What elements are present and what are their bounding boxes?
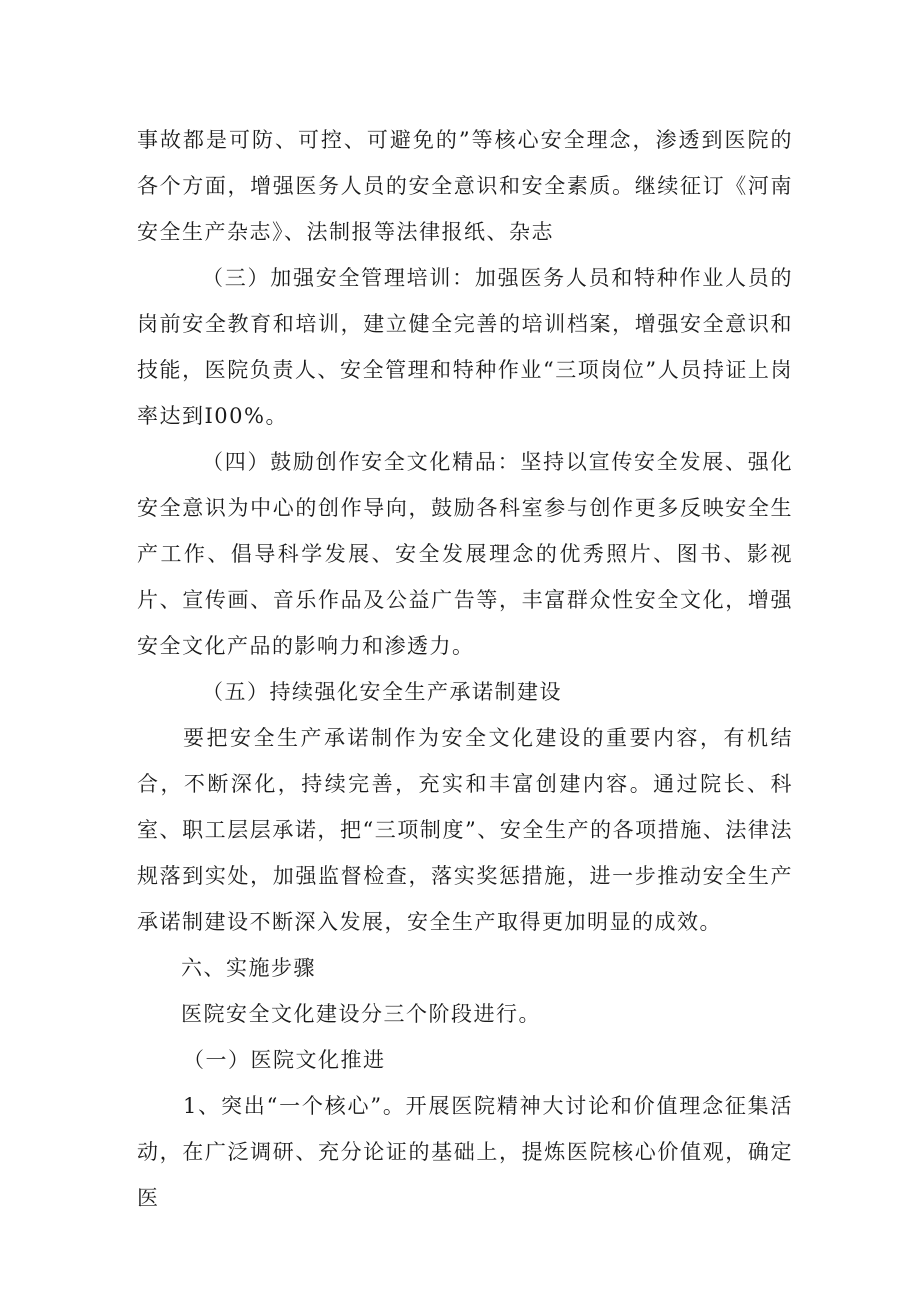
paragraph-core-value: 1、突出“一个核心”。开展医院精神大讨论和价值理念征集活动，在广泛调研、充分论证的基础上，提炼医院核心价值观，确定医 xyxy=(137,1094,793,1210)
paragraph-commitment-system: 要把安全生产承诺制作为安全文化建设的重要内容，有机结合，不断深化，持续完善，充实和丰富创建内容。通过院长、科室、职工层层承诺，把“三项制度”、安全生产的各项措施、法律法规落到实处，加强监督检查，落实奖惩措施，进一步推动安全生产承诺制建设不断深入发展，安全生产取得更加明显的成效。 xyxy=(137,726,793,934)
document-body xyxy=(137,117,793,1221)
paragraph-three-stages: 医院安全文化建设分三个阶段进行。 xyxy=(181,1002,541,1026)
heading-stage-one: （一）医院文化推进 xyxy=(183,1048,386,1072)
paragraph-continuation: 事故都是可防、可控、可避免的”等核心安全理念，渗透到医院的各个方面，增强医务人员的安全意识和安全素质。继续征订《河南安全生产杂志》、法制报等法律报纸、杂志 xyxy=(137,128,793,244)
paragraph-section-four: （四）鼓励创作安全文化精品：坚持以宣传安全发展、强化安全意识为中心的创作导向，鼓励各科室参与创作更多反映安全生产工作、倡导科学发展、安全发展理念的优秀照片、图书、影视片、宣传画、音乐作品及公益广告等，丰富群众性安全文化，增强安全文化产品的影响力和渗透力。 xyxy=(137,450,793,658)
paragraph-section-three: （三）加强安全管理培训：加强医务人员和特种作业人员的岗前安全教育和培训，建立健全完善的培训档案，增强安全意识和技能，医院负责人、安全管理和特种作业“三项岗位”人员持证上岗率达到I00%。 xyxy=(137,266,793,428)
heading-implementation-steps: 六、实施步骤 xyxy=(181,956,316,980)
heading-section-five: （五）持续强化安全生产承诺制建设 xyxy=(202,680,562,704)
